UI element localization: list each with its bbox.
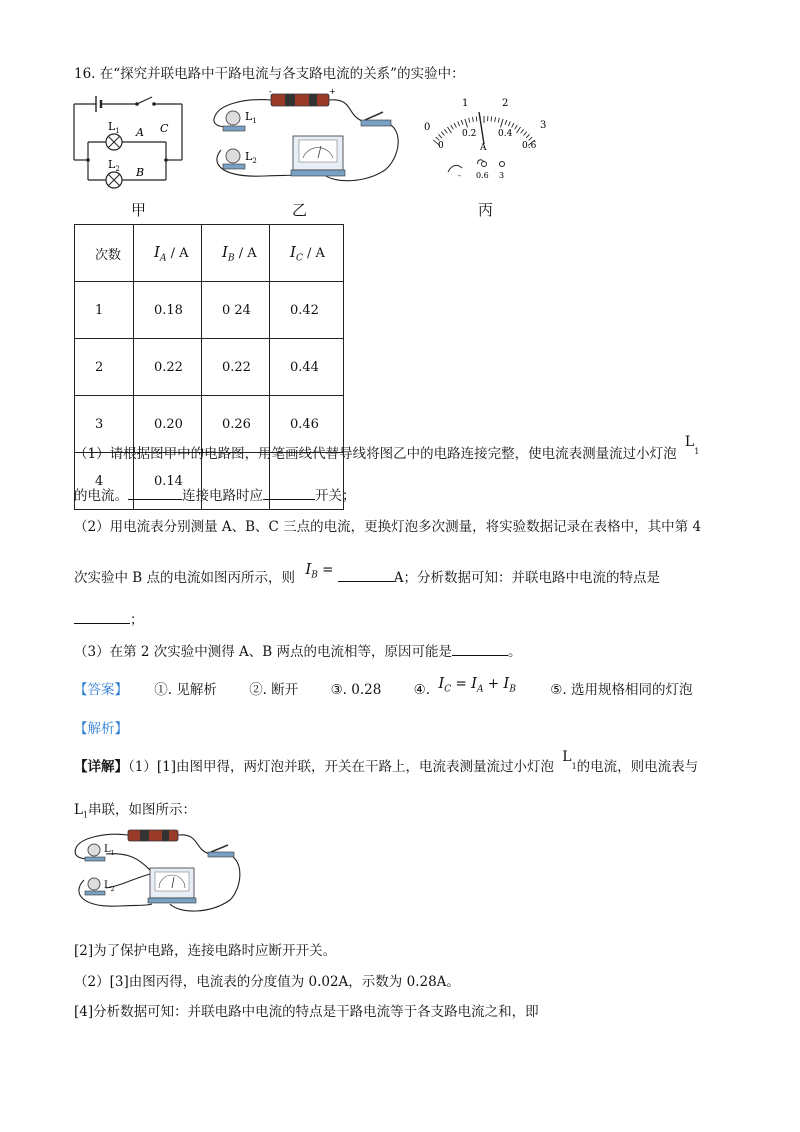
dial-tick bbox=[495, 117, 496, 122]
dial-tick bbox=[512, 123, 514, 127]
answer-blank[interactable] bbox=[452, 643, 508, 656]
table-row bbox=[75, 282, 344, 339]
dial-tick bbox=[526, 134, 529, 138]
switch-icon bbox=[361, 120, 391, 126]
table-cell: 0.14 bbox=[134, 453, 202, 510]
figure-bing-ammeter-dial bbox=[418, 92, 553, 184]
dial-tick bbox=[498, 118, 499, 123]
battery-icon bbox=[271, 94, 329, 106]
dial-tick bbox=[521, 129, 524, 133]
part1-line2: 的电流。 连接电路时应 开关； bbox=[74, 488, 356, 504]
part3-line: （3）在第 2 次实验中测得 A、B 两点的电流相等，原因可能是 。 bbox=[74, 644, 522, 660]
bulb-L2-icon bbox=[88, 878, 100, 890]
svg-text:L1: $L_1$ bbox=[104, 844, 115, 857]
dial-tick bbox=[469, 118, 470, 123]
table-cell: 0.22 bbox=[134, 339, 202, 396]
dial-tick bbox=[436, 137, 440, 140]
label-C: C bbox=[160, 122, 169, 135]
part2-line2: 次实验中 B 点的电流如图丙所示，则 $I_B = A$；分析数据可知：并联电路中电流的特点是 bbox=[74, 560, 661, 586]
answer-line: 【答案】 ①. 见解析 ②. 断开 ③. 0.28 ④. $I_C = I_A + I_B$ ⑤. 选用规格相同的灯泡 bbox=[74, 674, 693, 698]
dial-tick bbox=[508, 121, 510, 126]
dial-tick bbox=[505, 120, 507, 125]
svg-text:-: - bbox=[269, 88, 272, 96]
dial-tick bbox=[461, 120, 463, 125]
answer-blank[interactable] bbox=[263, 487, 315, 500]
table-header-cell: $I_B$ / A bbox=[202, 225, 270, 282]
table-cell: 3 bbox=[75, 396, 134, 453]
svg-text:L2: $L_2$ bbox=[104, 880, 115, 893]
label-L1: $L_1$ bbox=[108, 120, 120, 135]
dial-tick bbox=[523, 132, 526, 136]
svg-text:+: + bbox=[329, 88, 336, 96]
dial-tick bbox=[458, 121, 460, 126]
bulb-L1-icon bbox=[226, 111, 240, 125]
table-header-cell: $I_C$ / A bbox=[270, 225, 344, 282]
answer-label: 【答案】 bbox=[74, 682, 128, 698]
figure-jia-circuit bbox=[68, 88, 190, 192]
analysis-line-d3: （2）[3]由图丙得，电流表的分度值为 0.02A，示数为 0.28A。 bbox=[74, 974, 460, 990]
table-cell: 0.44 bbox=[270, 339, 344, 396]
svg-text:0: 0 bbox=[438, 141, 444, 151]
dial-tick bbox=[451, 125, 454, 129]
dial-needle bbox=[479, 112, 484, 144]
table-cell: 0.22 bbox=[202, 339, 270, 396]
svg-text:2: 2 bbox=[502, 98, 509, 109]
table-cell: 0 24 bbox=[202, 282, 270, 339]
dial-tick bbox=[500, 119, 503, 128]
svg-text:1: 1 bbox=[462, 98, 469, 109]
table-cell: 0.26 bbox=[202, 396, 270, 453]
table-cell: 0.18 bbox=[134, 282, 202, 339]
svg-text:-: - bbox=[458, 171, 461, 180]
table-header-cell: 次数 bbox=[75, 225, 134, 282]
label-B: B bbox=[136, 166, 145, 179]
dial-tick bbox=[441, 132, 444, 136]
analysis-line-d2: [2]为了保护电路，连接电路时应断开开关。 bbox=[74, 943, 337, 959]
analysis-label: 【解析】 bbox=[74, 721, 128, 737]
table-cell: 2 bbox=[75, 339, 134, 396]
table-header-cell: $I_A$ / A bbox=[134, 225, 202, 282]
dial-tick bbox=[517, 127, 521, 133]
part1-line1: （1）请根据图甲中的电路图，用笔画线代替导线将图乙中的电路连接完整，使电流表测量流过小灯泡 $L_1$ bbox=[74, 434, 700, 462]
caption-yi: 乙 bbox=[292, 201, 308, 219]
figure-yi-physical-circuit bbox=[205, 88, 405, 188]
dial-tick bbox=[515, 125, 518, 129]
table-cell: 1 bbox=[75, 282, 134, 339]
answer-blank[interactable] bbox=[128, 487, 182, 500]
answer-formula: $I_C = I_A + I_B$ bbox=[438, 674, 516, 695]
solution-circuit-figure bbox=[70, 824, 245, 916]
bulb-L1-icon bbox=[88, 844, 100, 856]
svg-text:0.6: 0.6 bbox=[522, 141, 537, 151]
analysis-detail-line2: $L_1$串联，如图所示： bbox=[74, 802, 197, 820]
dial-tick bbox=[465, 119, 468, 128]
question-title: 16. 在“探究并联电路中干路电流与各支路电流的关系”的实验中： bbox=[74, 66, 465, 82]
table-cell: 0.42 bbox=[270, 282, 344, 339]
analysis-line-d4: [4]分析数据可知：并联电路中电流的特点是干路电流等于各支路电流之和，即 bbox=[74, 1004, 539, 1020]
svg-text:L2: $L_2$ bbox=[245, 150, 257, 165]
caption-bing: 丙 bbox=[478, 201, 494, 219]
data-table bbox=[74, 224, 344, 510]
dial-tick bbox=[447, 127, 451, 133]
dial-tick bbox=[454, 123, 456, 127]
svg-text:0.6: 0.6 bbox=[476, 171, 489, 180]
svg-text:0: 0 bbox=[424, 122, 431, 133]
switch-icon bbox=[208, 852, 234, 857]
answer-blank[interactable] bbox=[338, 569, 394, 582]
table-cell: 0.46 bbox=[270, 396, 344, 453]
dial-tick bbox=[476, 116, 477, 121]
dial-tick bbox=[438, 134, 441, 138]
svg-text:3: 3 bbox=[499, 171, 505, 180]
svg-text:0.4: 0.4 bbox=[498, 129, 513, 139]
part2-line3: ； bbox=[74, 608, 144, 628]
svg-text:0.2: 0.2 bbox=[462, 129, 477, 139]
svg-text:A: A bbox=[480, 143, 487, 153]
analysis-detail-line1: 【详解】（1）[1]由图甲得，两灯泡并联，开关在干路上，电流表测量流过小灯泡 $L_1$的电流，则电流表与 bbox=[74, 749, 699, 775]
part2-line1: （2）用电流表分别测量 A、B、C 三点的电流，更换灯泡多次测量，将实验数据记录在表格中，其中第 4 bbox=[74, 519, 702, 535]
table-header-row bbox=[75, 225, 344, 282]
table-row bbox=[75, 339, 344, 396]
caption-jia: 甲 bbox=[131, 201, 147, 219]
label-A: A bbox=[136, 126, 144, 139]
dial-tick bbox=[529, 137, 533, 140]
table-cell: 4 bbox=[75, 453, 134, 510]
battery-icon bbox=[128, 830, 178, 841]
answer-blank[interactable] bbox=[74, 611, 130, 624]
dial-tick bbox=[472, 117, 473, 122]
svg-text:3: 3 bbox=[540, 120, 547, 131]
label-L2: $L_2$ bbox=[108, 158, 120, 173]
table-cell: 0.20 bbox=[134, 396, 202, 453]
dial-tick bbox=[444, 129, 447, 133]
svg-text:L1: $L_1$ bbox=[245, 110, 257, 125]
dial-tick bbox=[491, 116, 492, 121]
bulb-L2-icon bbox=[226, 149, 240, 163]
